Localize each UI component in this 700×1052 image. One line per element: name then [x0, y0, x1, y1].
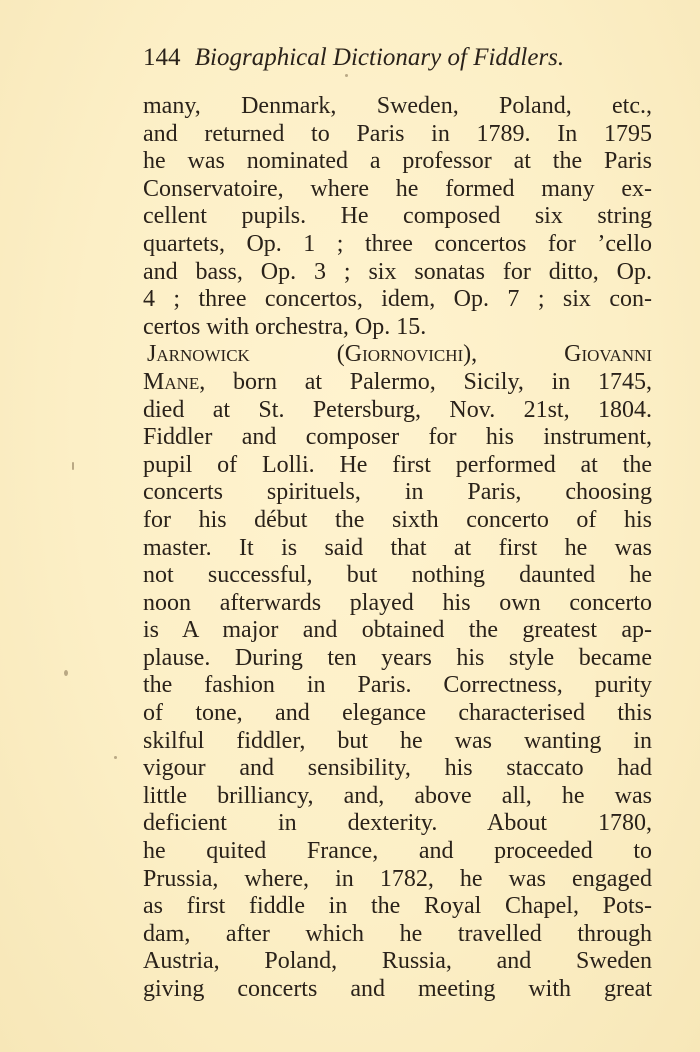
text-line: and bass, Op. 3 ; six sonatas for ditto, Op.	[143, 258, 652, 285]
body-text	[143, 93, 652, 1004]
text-line: noon afterwards played his own concerto	[143, 589, 652, 616]
text-line: the fashion in Paris. Correctness, purity	[143, 672, 652, 699]
page-number: 144	[143, 44, 181, 71]
entry-heading-line	[143, 341, 652, 369]
text-line: little brilliancy, and, above all, he was	[143, 782, 652, 809]
text-line: Austria, Poland, Russia, and Sweden	[143, 948, 652, 975]
text-line: Prussia, where, in 1782, he was engaged	[143, 865, 652, 892]
text-line: quartets, Op. 1 ; three concertos for ’cello	[143, 230, 652, 257]
running-title: Biographical Dictionary of Fiddlers.	[194, 44, 565, 71]
entry-first-line: born at Palermo, Sicily, in 1745,	[205, 368, 652, 395]
text-line: vigour and sensibility, his staccato had	[143, 755, 652, 782]
text-line: for his début the sixth concerto of his	[143, 506, 652, 533]
entry-name-continued: Mane,	[143, 368, 206, 395]
text-line: he quited France, and proceeded to	[143, 838, 652, 865]
text-line: plause. During ten years his style became	[143, 644, 652, 671]
text-line: concerts spirituels, in Paris, choosing	[143, 479, 652, 506]
text-line: as first fiddle in the Royal Chapel, Pots-	[143, 893, 652, 920]
text-line: is A major and obtained the greatest ap-	[143, 617, 652, 644]
text-line: dam, after which he travelled through	[143, 920, 652, 947]
text-line: Fiddler and composer for his instrument,	[143, 424, 652, 451]
text-line: many, Denmark, Sweden, Poland, etc.,	[143, 93, 652, 119]
entry-heading-line-2	[143, 369, 652, 397]
text-line: Conservatoire, where he formed many ex-	[143, 175, 652, 202]
text-line: 4 ; three concertos, idem, Op. 7 ; six con-	[143, 286, 652, 313]
text-line: pupil of Lolli. He first performed at the	[143, 451, 652, 478]
text-line: deficient in dexterity. About 1780,	[143, 810, 652, 837]
text-line: he was nominated a professor at the Paris	[143, 148, 652, 175]
text-line: master. It is said that at first he was	[143, 534, 652, 561]
text-line: not successful, but nothing daunted he	[143, 562, 652, 589]
text-line: skilful fiddler, but he was wanting in	[143, 727, 652, 754]
text-line: died at St. Petersburg, Nov. 21st, 1804.	[143, 396, 652, 423]
ink-speck	[64, 670, 68, 676]
entry-name: Jarnowick (Giornovichi), Giovanni	[147, 341, 652, 368]
text-line: giving concerts and meeting with great	[143, 976, 652, 1002]
ink-speck	[72, 462, 74, 470]
text-line: of tone, and elegance characterised this	[143, 700, 652, 727]
text-line: cellent pupils. He composed six string	[143, 203, 652, 230]
text-line: and returned to Paris in 1789. In 1795	[143, 120, 652, 147]
page-header	[143, 38, 663, 78]
ink-speck	[114, 756, 117, 759]
text-line: certos with orchestra, Op. 15.	[143, 313, 427, 340]
